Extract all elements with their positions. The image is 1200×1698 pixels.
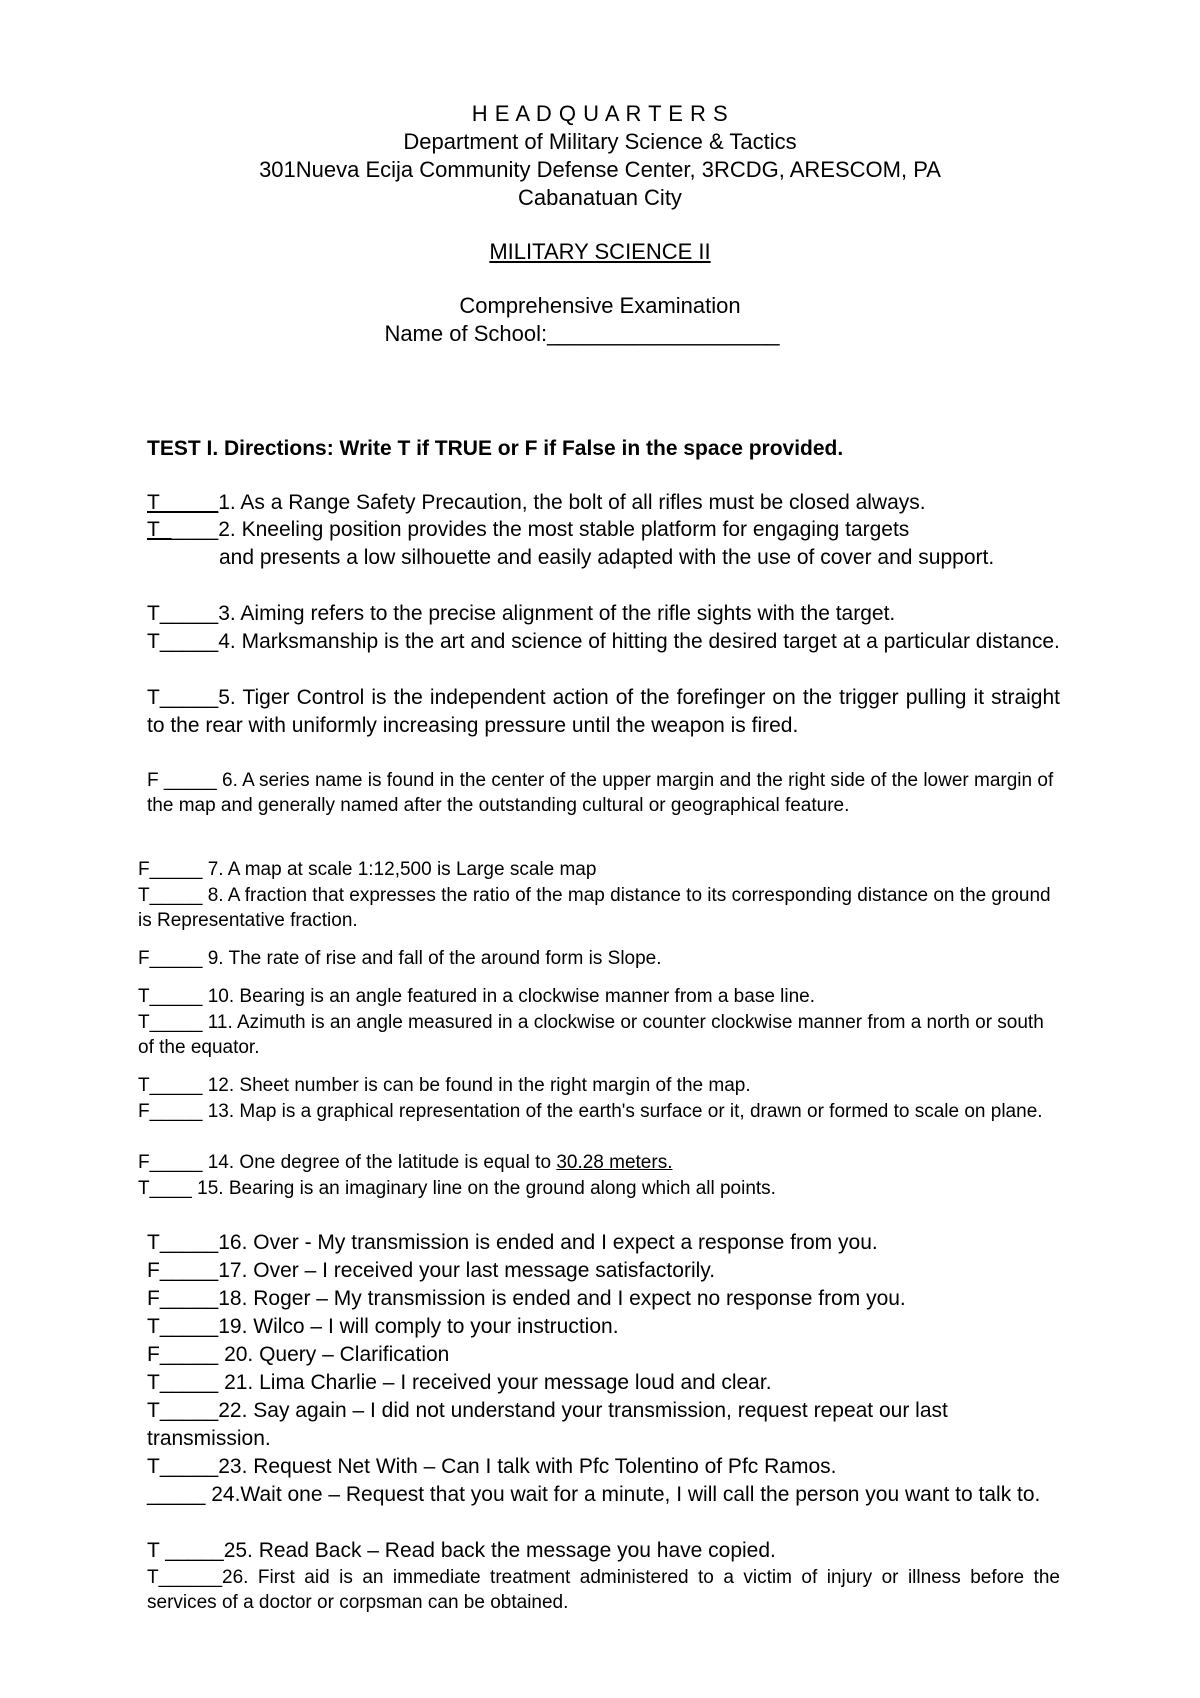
question-item (147, 768, 1060, 818)
question-item (138, 1150, 1060, 1175)
answer-blank[interactable]: T_____ (147, 686, 219, 709)
answer-blank[interactable]: T_____ (147, 602, 219, 625)
question-item (147, 1285, 1060, 1313)
answer-blank[interactable]: F_____ (138, 859, 203, 880)
question-text: 25. Read Back – Read back the message you have copied. (223, 1539, 776, 1562)
question-item (147, 1537, 1060, 1565)
question-item (138, 984, 1060, 1009)
question-text: 22. Say again – I did not understand your transmission, request repeat our last transmission. (147, 1399, 948, 1450)
question-text: 23. Request Net With – Can I talk with Pfc Tolentino of Pfc Ramos. (218, 1455, 837, 1478)
answer-blank[interactable]: T_____ (138, 885, 203, 906)
question-item (147, 1397, 1060, 1453)
question-item (147, 628, 1060, 656)
answer-blank[interactable]: T_____ (147, 630, 219, 653)
answer-blank[interactable]: T_ (147, 518, 172, 541)
question-item (147, 516, 1060, 572)
question-text: 19. Wilco – I will comply to your instruction. (218, 1315, 619, 1338)
answer-blank[interactable]: F_____ (147, 1287, 219, 1310)
question-text: 8. A fraction that expresses the ratio of the map distance to its corresponding distance on the ground is Representative fraction. (138, 885, 1051, 931)
answer-blank[interactable]: T_____ (147, 1315, 219, 1338)
answer-blank[interactable]: T_____ (138, 1012, 203, 1033)
course-title: MILITARY SCIENCE II (489, 239, 711, 264)
answer-blank[interactable]: T_____ (147, 1399, 219, 1422)
department-name: Department of Military Science & Tactics (403, 129, 797, 154)
question-text: 14. One degree of the latitude is equal to (202, 1152, 557, 1173)
question-item (138, 1176, 1060, 1201)
question-text: 5. Tiger Control is the independent action of the forefinger on the trigger pulling it straight to the rear with uniformly increasing pressure until the weapon is fired. (147, 686, 1060, 737)
answer-blank[interactable]: _____ (147, 1483, 206, 1506)
question-item (147, 684, 1060, 740)
answer-blank[interactable]: F_____ (138, 1101, 203, 1122)
question-item (147, 1229, 1060, 1257)
question-text: 15. Bearing is an imaginary line on the ground along which all points. (191, 1178, 776, 1199)
underlined-answer: 30.28 meters. (556, 1152, 673, 1173)
question-item (138, 1099, 1060, 1124)
answer-blank[interactable]: T _____ (147, 1539, 224, 1562)
answer-blank[interactable]: F_____ (147, 1343, 219, 1366)
question-item (138, 883, 1060, 933)
question-text: 24.Wait one – Request that you wait for a minute, I will call the person you want to talk to. (205, 1483, 1041, 1506)
question-text: 7. A map at scale 1:12,500 is Large scale map (202, 859, 597, 880)
question-text-continued: and presents a low silhouette and easily adapted with the use of cover and support. (219, 546, 995, 569)
question-text: 9. The rate of rise and fall of the around form is Slope. (202, 948, 662, 969)
question-item (147, 1481, 1060, 1509)
answer-blank[interactable]: F_____ (138, 1152, 203, 1173)
question-text: 2. Kneeling position provides the most stable platform for engaging targets (218, 518, 910, 541)
answer-blank[interactable]: T_____ (138, 986, 203, 1007)
test-directions: TEST I. Directions: Write T if TRUE or F if False in the space provided. (147, 437, 844, 460)
question-text: 21. Lima Charlie – I received your message loud and clear. (218, 1371, 772, 1394)
answer-blank[interactable]: F _____ (147, 770, 217, 791)
answer-blank[interactable]: T______ (147, 1567, 223, 1588)
answer-blank[interactable]: F_____ (147, 1259, 219, 1282)
document-header (0, 100, 1200, 348)
question-text: 20. Query – Clarification (218, 1343, 450, 1366)
question-item (147, 1453, 1060, 1481)
question-item (138, 1073, 1060, 1098)
question-item (147, 1257, 1060, 1285)
school-name-field[interactable]: Name of School:___________________ (384, 321, 780, 346)
answer-blank[interactable]: T_____ (147, 1371, 219, 1394)
question-text: 3. Aiming refers to the precise alignment of the rifle sights with the target. (218, 602, 896, 625)
answer-blank[interactable]: T_____ (138, 1075, 203, 1096)
answer-blank-extension: ____ (171, 518, 219, 541)
question-item (147, 489, 1060, 517)
question-item (147, 600, 1060, 628)
answer-blank[interactable]: T_____ (147, 1455, 219, 1478)
question-text: 13. Map is a graphical representation of the earth's surface or it, drawn or formed to scale on plane. (202, 1101, 1043, 1122)
question-item (147, 1341, 1060, 1369)
answer-blank[interactable]: F_____ (138, 948, 203, 969)
question-text: 17. Over – I received your last message satisfactorily. (218, 1259, 716, 1282)
answer-blank[interactable]: T_____ (147, 491, 219, 514)
question-text: 4. Marksmanship is the art and science of hitting the desired target at a particular distance. (218, 630, 1060, 653)
question-item (147, 1369, 1060, 1397)
question-item (138, 1010, 1060, 1060)
question-text: 26. First aid is an immediate treatment administered to a victim of injury or illness before the services of a doctor or corpsman can be obtained. (147, 1567, 1060, 1613)
center-name: 301Nueva Ecija Community Defense Center, 3RCDG, ARESCOM, PA (259, 157, 941, 182)
answer-blank[interactable]: T____ (138, 1178, 192, 1199)
question-text: 6. A series name is found in the center of the upper margin and the right side of the lower margin of the map and generally named after the outstanding cultural or geographical feature. (147, 770, 1054, 816)
question-item (147, 1565, 1060, 1615)
question-text: 1. As a Range Safety Precaution, the bolt of all rifles must be closed always. (218, 491, 926, 514)
question-item (138, 946, 1060, 971)
org-title: H E A D Q U A R T E R S (471, 101, 729, 126)
question-text: 11. Azimuth is an angle measured in a clockwise or counter clockwise manner from a north or south of the equator. (138, 1012, 1044, 1058)
question-item (138, 857, 1060, 882)
question-text: 16. Over - My transmission is ended and I expect a response from you. (218, 1231, 878, 1254)
question-text: 18. Roger – My transmission is ended and I expect no response from you. (218, 1287, 906, 1310)
question-text: 10. Bearing is an angle featured in a clockwise manner from a base line. (202, 986, 816, 1007)
question-item (147, 1313, 1060, 1341)
city-name: Cabanatuan City (518, 185, 682, 210)
exam-title: Comprehensive Examination (459, 293, 741, 318)
question-text: 12. Sheet number is can be found in the right margin of the map. (202, 1075, 751, 1096)
answer-blank[interactable]: T_____ (147, 1231, 219, 1254)
